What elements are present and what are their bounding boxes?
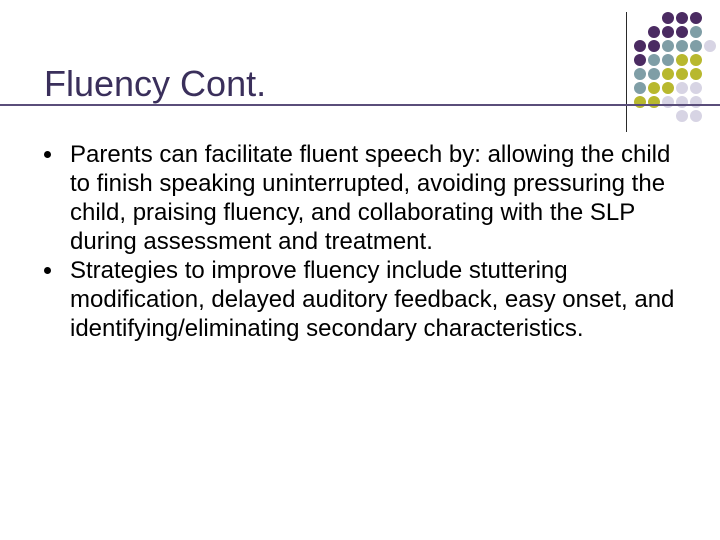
decorative-dot (662, 40, 674, 52)
decorative-dot (648, 54, 660, 66)
decorative-dot (676, 40, 688, 52)
decorative-dot (676, 12, 688, 24)
decorative-dot (662, 26, 674, 38)
decorative-dot (690, 110, 702, 122)
decorative-dot (690, 26, 702, 38)
decorative-dot (662, 54, 674, 66)
decorative-dot (648, 26, 660, 38)
decorative-dot (662, 12, 674, 24)
decorative-dot (676, 82, 688, 94)
decorative-dot (690, 82, 702, 94)
decorative-dot (648, 68, 660, 80)
decorative-dot (634, 54, 646, 66)
slide-title: Fluency Cont. (44, 63, 267, 104)
decorative-dot (690, 68, 702, 80)
bullet-text: Parents can facilitate fluent speech by: allowing the child to finish speaking uninterrupted, avoiding pressuring the child, praising fluency, and collaborating with the SLP during assessment and treatment. (70, 141, 671, 255)
decorative-dot (634, 40, 646, 52)
decorative-dot (634, 96, 646, 108)
decorative-dot (676, 110, 688, 122)
bullet-item-parents (44, 140, 684, 256)
decorative-dot (690, 54, 702, 66)
bullet-point-icon (44, 151, 51, 158)
decorative-dot (676, 54, 688, 66)
decorative-dot (676, 26, 688, 38)
decorative-dot (634, 82, 646, 94)
bullet-text: Strategies to improve fluency include stuttering modification, delayed auditory feedback, easy onset, and identifying/eliminating secondary characteristics. (70, 257, 675, 342)
decorative-dot (690, 40, 702, 52)
decorative-dot (662, 96, 674, 108)
bullet-item-strategies (44, 256, 684, 343)
decorative-dot (662, 82, 674, 94)
decorative-dot (648, 96, 660, 108)
decorative-dot (690, 12, 702, 24)
decorative-dot (634, 68, 646, 80)
bullet-point-icon (44, 267, 51, 274)
title-underline (0, 104, 720, 106)
decorative-dot (676, 68, 688, 80)
decorative-dot (662, 68, 674, 80)
decorative-dot (690, 96, 702, 108)
decorative-dot (648, 40, 660, 52)
decorative-dot (676, 96, 688, 108)
decorative-dot (648, 82, 660, 94)
bullet-list (44, 140, 684, 343)
decorative-dot (704, 40, 716, 52)
vertical-divider (626, 12, 627, 132)
